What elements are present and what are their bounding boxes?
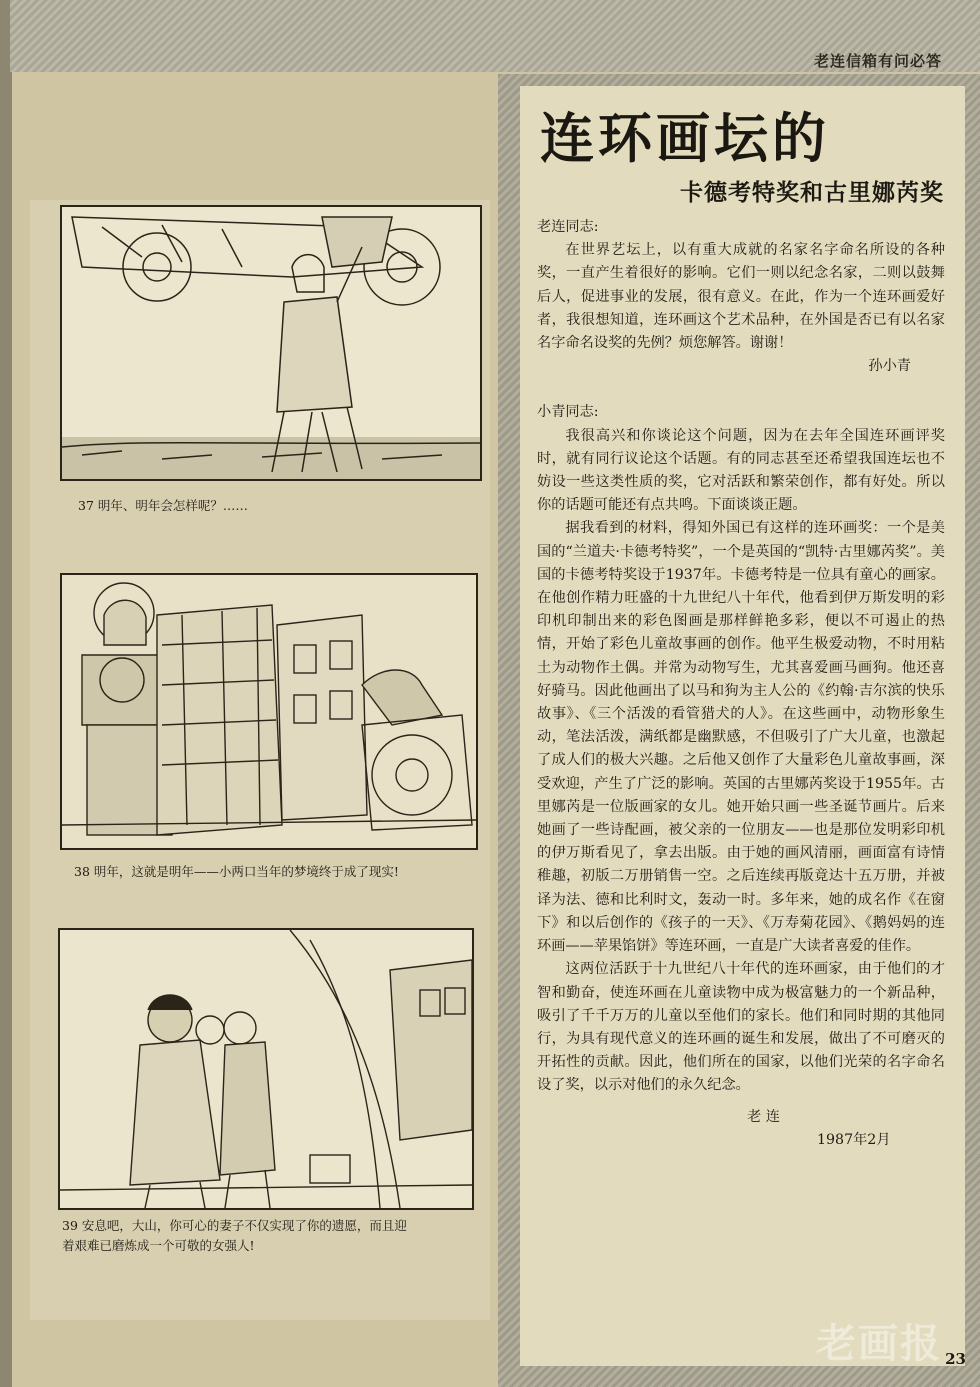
letter1-salutation: 老连同志: [537,219,599,235]
spacer [537,378,945,401]
column-title: 老连信箱有问必答 [813,52,942,70]
article-body [537,216,945,1152]
panel-37-illustration [62,207,480,479]
letter2-date: 1987年2月 [817,1131,891,1148]
article-subtitle: 卡德考特奖和古里娜芮奖 [680,180,944,206]
letter2-paragraph-3: 这两位活跃于十九世纪八十年代的连环画家，由于他们的才智和勤奋，使连环画在儿童读物中成为极富魅力的一个新品种，吸引了千千万万的儿童以至他们的家长。他们和同时期的其他同行，为具有现代意义的连环画的诞生和发展，做出了不可磨灭的开拓性的贡献。因此，他们所在的国家，以他们光荣的名字命名设了奖，以示对他们的永久纪念。 [537,961,945,1094]
panel-39-caption-line1: 39 安息吧，大山，你可心的妻子不仅实现了你的遗愿，而且迎 [62,1218,407,1233]
article-title: 连环画坛的 [540,107,830,170]
comic-panel-38 [60,573,478,850]
panel-37-caption: 37 明年、明年会怎样呢？…… [78,498,248,513]
binding-edge [0,0,12,1387]
panel-38-illustration [62,575,476,848]
panel-39-illustration [60,930,472,1208]
letter2-salutation: 小青同志: [537,404,599,421]
panel-39-caption-line2: 着艰难已磨炼成一个可敬的女强人! [62,1238,255,1253]
panel-38-caption: 38 明年，这就是明年——小两口当年的梦境终于成了现实! [74,864,399,879]
page-number: 23 [945,1350,966,1368]
watermark-logo: 老画报 [816,1321,942,1367]
letter2-paragraph-2: 据我看到的材料，得知外国已有这样的连环画奖：一个是美国的“兰道夫·卡德考特奖”，一个是英国的“凯特·古里娜芮奖”。美国的卡德考特奖设于1937年。卡德考特是一位具有童心的画家。在他创作精力旺盛的十九世纪八十年代，他看到伊万斯发明的彩印机印制出来的彩色图画是那样鲜艳多彩，便以不可遏止的热情，开始了彩色儿童故事画的创作。他平生极爱动物，不时用粘土为动物作土偶。并常为动物写生，尤其喜爱画马画狗。他还喜好骑马。因此他画出了以马和狗为主人公的《约翰·吉尔滨的快乐故事》、《三个活泼的看管猎犬的人》。在这些画中，动物形象生动，笔法活泼，满纸都是幽默感，不但吸引了广大儿童，也激起了成人们的极大兴趣。之后他又创作了大量彩色儿童故事画，深受欢迎，产生了广泛的影响。英国的古里娜芮奖设于1955年。古里娜芮是一位版画家的女儿。她开始只画一些圣诞节画片。后来她画了一些诗配画，被父亲的一位朋友——也是那位发明彩印机的伊万斯看见了，拿去出版。由于她的画风清丽，画面富有诗情稚趣，初版二万册销售一空。之后连续再版竟达十五万册，并被译为法、德和比利时文，轰动一时。多年来，她的成名作《在窗下》和以后创作的《孩子的一天》、《万寿菊花园》、《鹅妈妈的连环画——苹果馅饼》等连环画，一直是广大读者喜爱的佳作。 [537,520,945,955]
letter2-signature: 老 连 [747,1108,780,1125]
panel-39-caption [62,1216,407,1256]
letter2-paragraph-1: 我很高兴和你谈论这个问题，因为在去年全国连环画评奖时，就有同行议论这个话题。有的同志甚至还希望我国连坛也不妨设一些这类性质的奖，它对活跃和繁荣创作，都有好处。所以你的话题可能还有点共鸣。下面谈谈正题。 [537,427,945,514]
comic-panel-37 [60,205,482,481]
letter1-signature: 孙小青 [868,358,911,375]
comic-panel-39 [58,928,474,1210]
letter1-paragraph: 在世界艺坛上，以有重大成就的名家名字命名所设的各种奖，一直产生着很好的影响。它们一则以纪念名家，二则以鼓舞后人，促进事业的发展，很有意义。在此，作为一个连环画爱好者，我很想知道，连环画这个艺术品种，在外国是否已有以名家名字命名设奖的先例？烦您解答。谢谢！ [537,242,945,352]
